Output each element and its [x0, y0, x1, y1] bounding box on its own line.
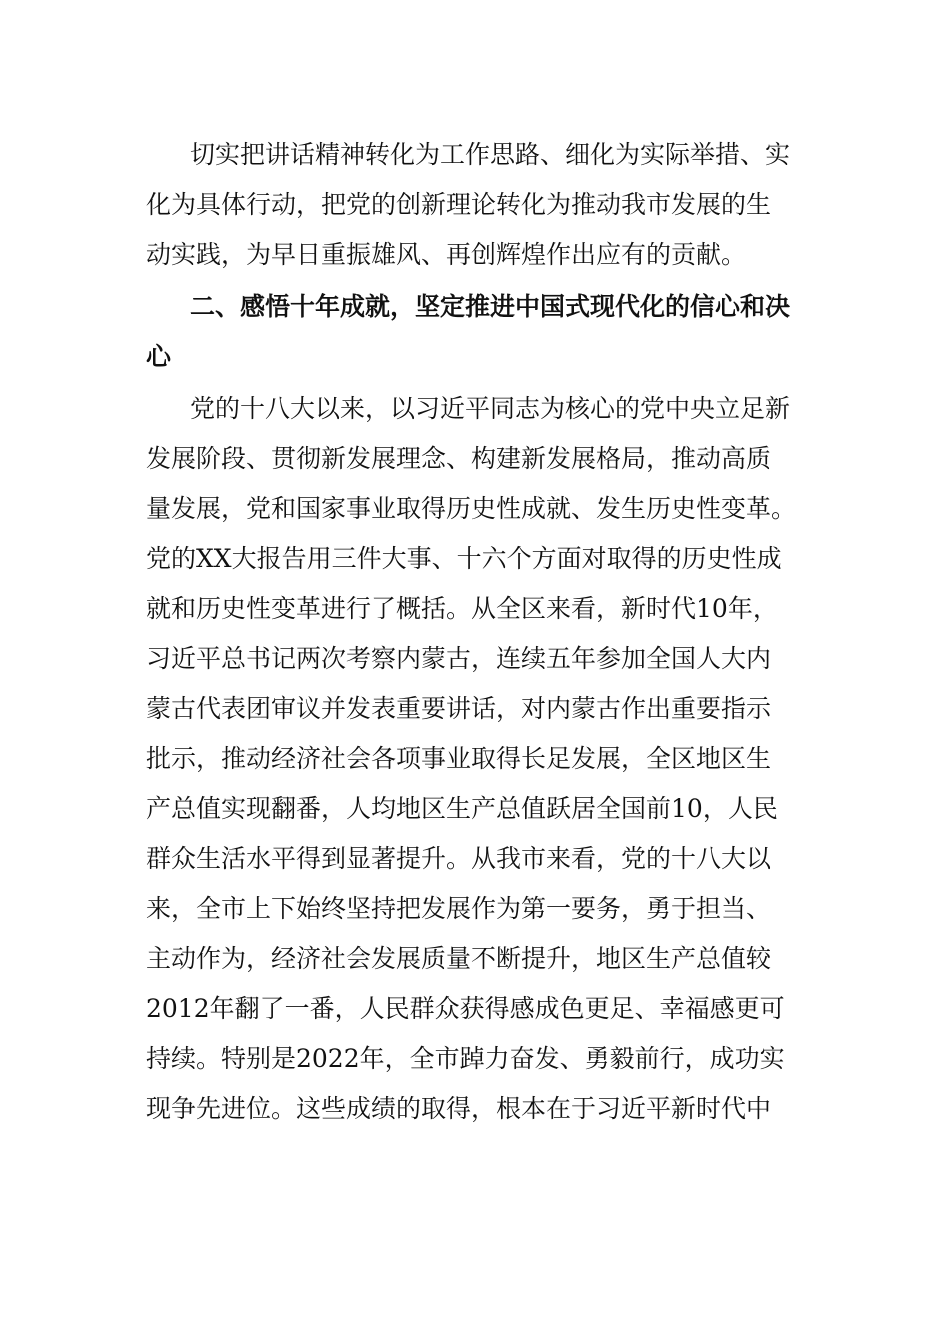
paragraph-line: 就和历史性变革进行了概括。从全区来看，新时代10年， — [146, 594, 778, 623]
heading-line: 二、感悟十年成就，坚定推进中国式现代化的信心和决 — [190, 292, 791, 321]
paragraph-line: 批示，推动经济社会各项事业取得长足发展，全区地区生 — [146, 744, 772, 773]
heading-line: 心 — [146, 342, 172, 371]
paragraph-line: 来，全市上下始终坚持把发展作为第一要务，勇于担当、 — [146, 894, 772, 923]
paragraph-1 — [146, 130, 806, 280]
paragraph-line: 现争先进位。这些成绩的取得，根本在于习近平新时代中 — [146, 1094, 772, 1123]
paragraph-line: 党的XX大报告用三件大事、十六个方面对取得的历史性成 — [146, 544, 782, 573]
section-heading — [146, 282, 806, 382]
paragraph-line: 习近平总书记两次考察内蒙古，连续五年参加全国人大内 — [146, 644, 772, 673]
paragraph-line: 群众生活水平得到显著提升。从我市来看，党的十八大以 — [146, 844, 772, 873]
paragraph-line: 发展阶段、贯彻新发展理念、构建新发展格局，推动高质 — [146, 444, 772, 473]
paragraph-2 — [146, 384, 806, 1134]
paragraph-line: 量发展，党和国家事业取得历史性成就、发生历史性变革。 — [146, 494, 797, 523]
paragraph-line: 主动作为，经济社会发展质量不断提升，地区生产总值较 — [146, 944, 772, 973]
paragraph-line: 蒙古代表团审议并发表重要讲话，对内蒙古作出重要指示 — [146, 694, 772, 723]
paragraph-line: 持续。特别是2022年，全市踔力奋发、勇毅前行，成功实 — [146, 1044, 785, 1073]
paragraph-line: 动实践，为早日重振雄风、再创辉煌作出应有的贡献。 — [146, 240, 747, 269]
paragraph-line: 产总值实现翻番，人均地区生产总值跃居全国前10，人民 — [146, 794, 778, 823]
paragraph-line: 化为具体行动，把党的创新理论转化为推动我市发展的生 — [146, 190, 772, 219]
paragraph-line: 党的十八大以来，以习近平同志为核心的党中央立足新 — [190, 394, 791, 423]
paragraph-line: 2012年翻了一番，人民群众获得感成色更足、幸福感更可 — [146, 994, 785, 1023]
paragraph-line: 切实把讲话精神转化为工作思路、细化为实际举措、实 — [190, 140, 791, 169]
